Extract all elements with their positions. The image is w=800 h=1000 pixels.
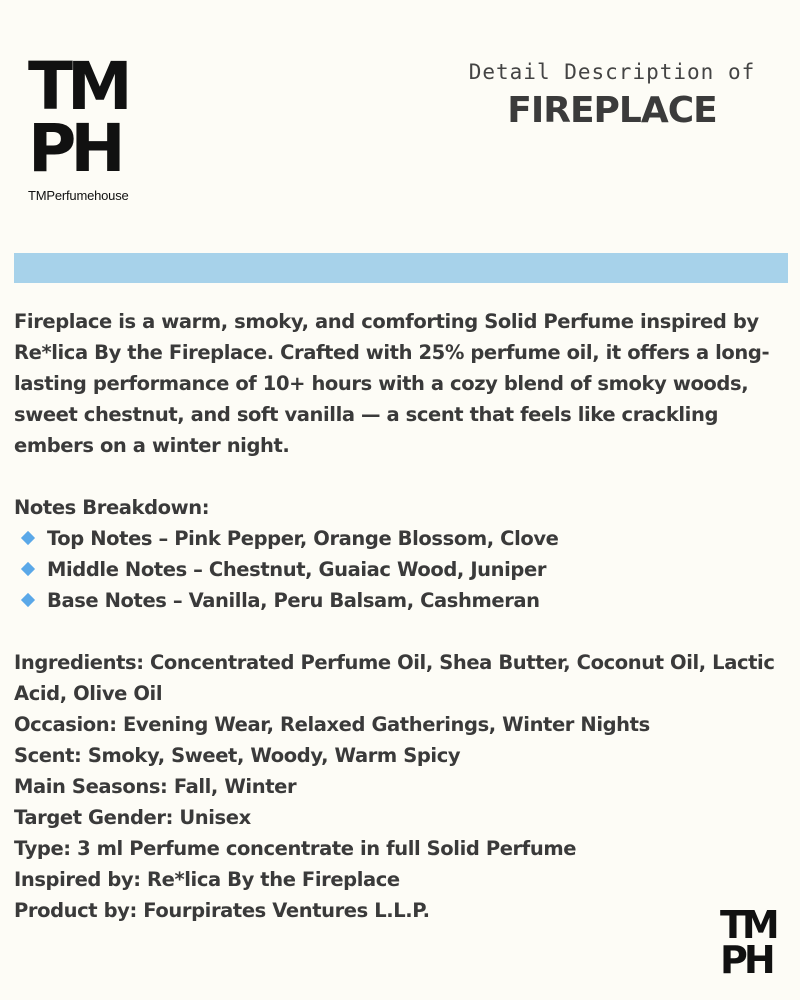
note-item [14, 554, 786, 585]
detail-type: Type: 3 ml Perfume concentrate in full Solid Perfume [14, 837, 577, 860]
logo-line-1: TM [28, 48, 127, 125]
notes-heading: Notes Breakdown: [14, 496, 210, 519]
note-item [14, 585, 786, 616]
page-heading [452, 60, 772, 131]
brand-logo [28, 48, 140, 203]
detail-seasons: Main Seasons: Fall, Winter [14, 775, 297, 798]
detail-ingredients: Ingredients: Concentrated Perfume Oil, Shea Butter, Coconut Oil, Lactic Acid, Olive Oil [14, 651, 775, 705]
detail-inspired-by: Inspired by: Re*lica By the Fireplace [14, 868, 400, 891]
notes-list [14, 523, 786, 616]
description-content [14, 306, 786, 926]
note-text: Base Notes – Vanilla, Peru Balsam, Cashmeran [47, 589, 540, 612]
logo-line-2: PH [28, 110, 120, 187]
brand-name: TMPerfumehouse [28, 188, 129, 203]
logo-mark [28, 48, 140, 187]
diamond-bullet-icon [21, 593, 35, 607]
note-text: Middle Notes – Chestnut, Guaiac Wood, Juniper [47, 558, 547, 581]
heading-subtitle: Detail Description of [468, 60, 756, 84]
footer-logo-line-2: PH [720, 938, 772, 982]
description-paragraph: Fireplace is a warm, smoky, and comforting Solid Perfume inspired by Re*lica By the Fireplace. Crafted with 25% perfume oil, it offers a long-lasting performance of 10+ hours with a cozy blend of smoky woods, sweet chestnut, and soft vanilla — a scent that feels like crackling embers on a winter night. [14, 310, 770, 457]
detail-scent: Scent: Smoky, Sweet, Woody, Warm Spicy [14, 744, 461, 767]
product-name: FIREPLACE [507, 90, 717, 131]
diamond-bullet-icon [21, 531, 35, 545]
detail-occasion: Occasion: Evening Wear, Relaxed Gatherings, Winter Nights [14, 713, 650, 736]
footer-logo-line-1: TM [720, 903, 776, 947]
note-text: Top Notes – Pink Pepper, Orange Blossom, Clove [47, 527, 559, 550]
detail-product-by: Product by: Fourpirates Ventures L.L.P. [14, 899, 430, 922]
detail-gender: Target Gender: Unisex [14, 806, 251, 829]
accent-band [14, 253, 788, 283]
footer-logo [720, 903, 782, 982]
diamond-bullet-icon [21, 562, 35, 576]
note-item [14, 523, 786, 554]
